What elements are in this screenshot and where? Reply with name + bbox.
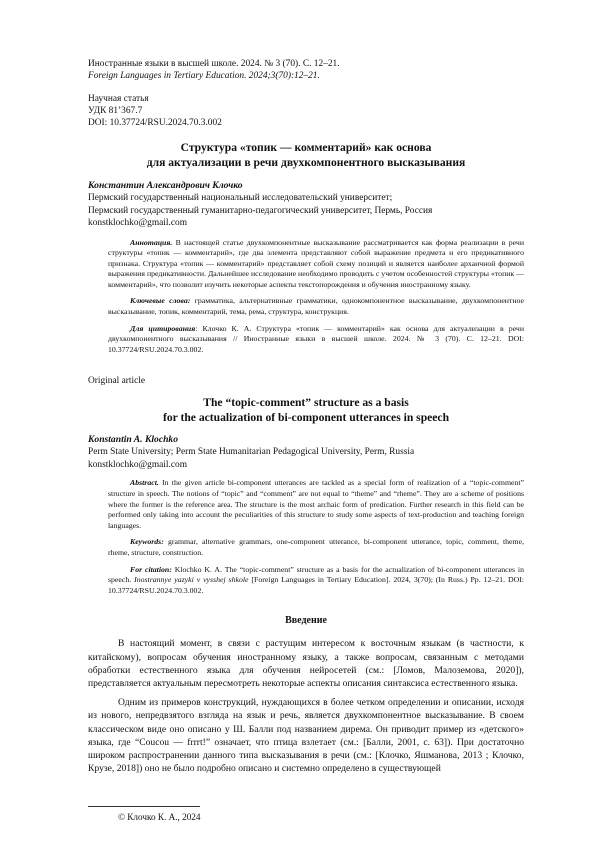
author-ru: Константин Александрович Клочко [88, 180, 243, 191]
article-type-ru: Научная статья [88, 94, 149, 104]
abstract-en [108, 478, 524, 531]
citation-en-text-b: [Foreign Languages in Tertiary Education]. 2024, 3(70); (In Russ.) Pp. 12–21. DOI: 10.37724/RSU.2024.70.3.002. [108, 575, 524, 595]
citation-en-label: For citation: [130, 564, 172, 574]
udk: УДК 81’367.7 [88, 106, 143, 116]
affiliation-ru-2: Пермский государственный гуманитарно-педагогический университет, Пермь, Россия [88, 205, 433, 216]
keywords-ru-label: Ключевые слова: [130, 296, 191, 306]
article-type-en: Original article [88, 376, 146, 387]
intro-paragraph-2: Одним из примеров конструкций, нуждающихся в более четком определении и описании, исходя из нового, непредвзятого взгляда на язык и речь, является двухкомпонентное высказывание. В своем классическом виде оно описано у Ш. Балли под названием дирема. Он приводит пример из «детского» языка, где “Coucou — frrrt!” означает, что птица взлетает (см.: [Балли, 2001, с. 63]). При достаточно широком распространении данного типа высказывания в речи (см.: [Клочко, Яшманова, 2013 ; Клочко, Крузе, 2018]) оно не было подробно описано и системно определено в существующей [88, 697, 524, 775]
abstract-en-text: In the given article bi-component utterances are tackled as a special form of realization of a “topic-comment” structure in speech. The notions of “topic” and “comment” are not equal to “theme” and “rheme”. They are a scheme of positions where the former is the reference area. The structure is the most archaic form of predication. Further research in this field can be performed only taking into account the peculiarities of this structure to study some aspects of text-production and teaching foreign languages. [108, 478, 524, 530]
journal-ru: Иностранные языки в высшей школе. 2024. № 3 (70). С. 12–21. [88, 59, 340, 69]
intro-body [88, 637, 524, 775]
title-en-line2: for the actualization of bi-component utterances in speech [162, 410, 450, 424]
section-heading-intro: Введение [285, 615, 327, 627]
keywords-ru [108, 296, 524, 317]
intro-paragraph-1: В настоящий момент, в связи с растущим интересом к восточным языкам (в частности, к китайскому), вопросам обучения иностранному языку, а также вопросам, связанным с методами обработки естественного языка для обучения нейросетей (см.: [Ломов, Малоземова, 2020]), представляется актуальным пересмотреть некоторые аспекты описания синтаксиса естественного языка. [88, 638, 524, 689]
copyright: © Клочко К. А., 2024 [118, 812, 201, 822]
abstract-en-label: Abstract. [130, 478, 159, 488]
abstract-ru [108, 238, 524, 291]
affiliation-en: Perm State University; Perm State Humanitarian Pedagogical University, Perm, Russia [88, 447, 415, 458]
abstract-ru-label: Аннотация. [130, 237, 173, 247]
title-ru-line1: Структура «топик — комментарий» как основа [180, 141, 432, 154]
keywords-ru-text: грамматика, альтернативные грамматики, однокомпонентное высказывание, двухкомпонентное высказывание, топик, комментарий, тема, рема, структура, конструкция. [108, 296, 524, 317]
citation-ru [108, 324, 524, 356]
citation-en [108, 565, 524, 597]
email-en[interactable]: konstklochko@gmail.com [88, 459, 187, 470]
author-en: Konstantin A. Klochko [88, 434, 179, 446]
footnote-rule [88, 806, 200, 807]
email-ru[interactable]: konstklochko@gmail.com [88, 218, 187, 228]
abstract-ru-text: В настоящей статье двухкомпонентные высказывание рассматривается как форма реализации в речи структуры «топик — комментарий», где два элемента представляют собой выражение предмета и его предикативного признака. Структура «топик — комментарий» представляет собой схему позиций и является наиболее архаичной формой выражения предикативности. Дальнейшее исследование необходимо проводить с учетом особенностей структуры «топик — комментарий», что позволит изучить некоторые аспекты текстопорождения и обучения иностранному языку. [108, 237, 524, 289]
title-ru-line2: для актуализации в речи двухкомпонентного высказывания [146, 155, 466, 169]
citation-en-journal: Inostrannye yazyki v vysshej shkole [134, 575, 249, 585]
citation-ru-label: Для цитирования [130, 323, 196, 333]
title-en-line1: The “topic-comment” structure as a basis [203, 396, 409, 410]
journal-en: Foreign Languages in Tertiary Education. 2024;3(70):12–21. [88, 71, 320, 81]
affiliation-ru-1: Пермский государственный национальный исследовательский университет; [88, 193, 393, 203]
keywords-en [108, 537, 524, 558]
keywords-en-text: grammar, alternative grammars, one-component utterance, bi-component utterance, topic, comment, theme, rheme, structure, construction. [108, 537, 524, 557]
article-page [88, 58, 524, 775]
keywords-en-label: Keywords: [130, 537, 164, 547]
citation-ru-text: : Клочко К. А. Структура «топик — комментарий» как основа для актуализации в речи двухкомпонентного высказывания // Иностранные языки в высшей школе. 2024. № 3 (70). С. 12–21. DOI: 10.37724/RSU.2024.70.3.002. [108, 323, 524, 354]
citation-en-text-a: Klochko K. A. The “topic-comment” structure as a basis for the actualization of bi-component utterances in speech. [108, 564, 524, 585]
doi: DOI: 10.37724/RSU.2024.70.3.002 [88, 118, 222, 128]
